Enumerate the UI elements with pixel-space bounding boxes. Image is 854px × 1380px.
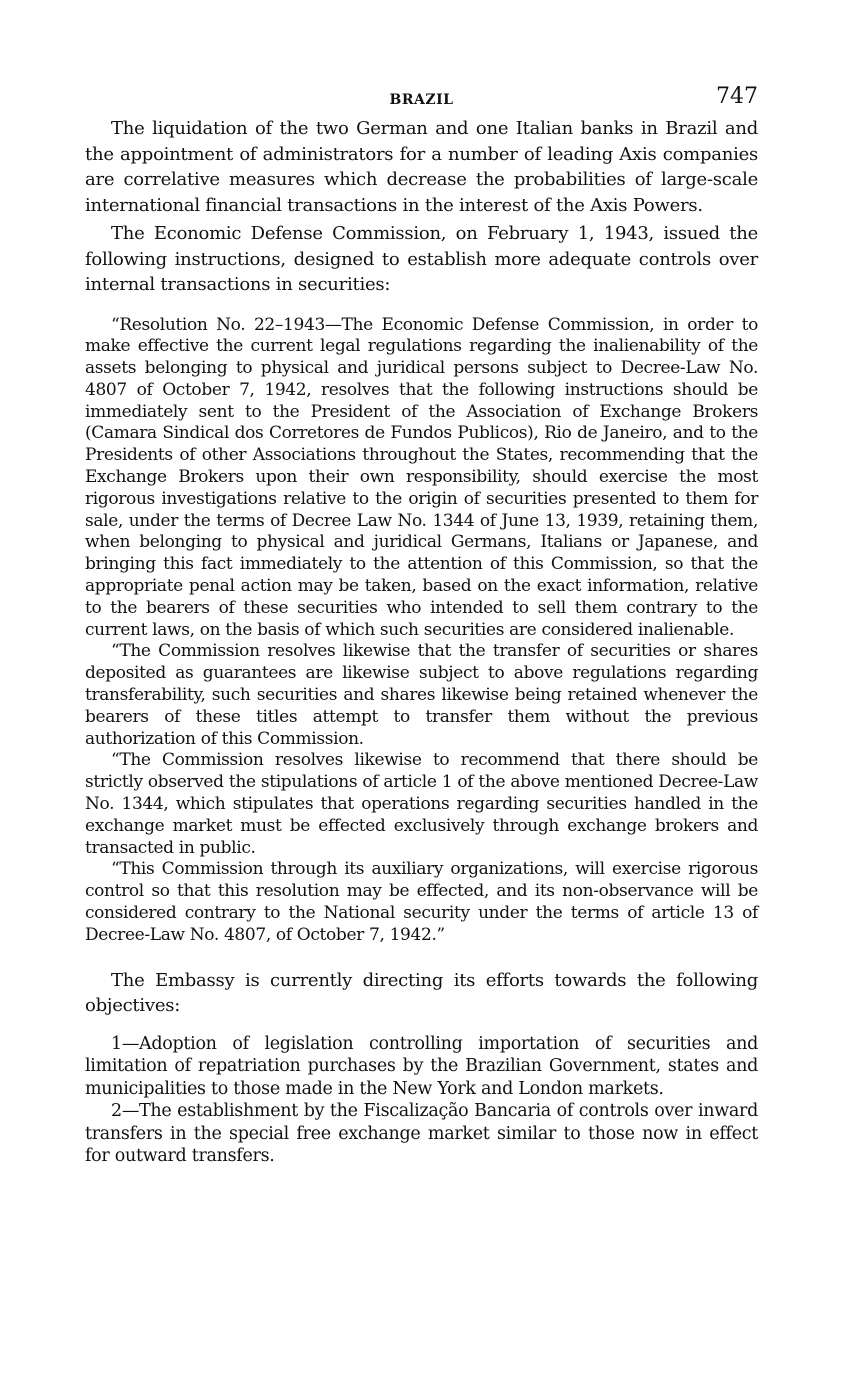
page-number: 747 (716, 84, 758, 109)
resolution-paragraph: “Resolution No. 22–1943—The Economic Defense Commission, in order to make effective the current legal regulations regarding the inalienability of the assets belonging to physical and juridical persons subject to Decree-Law No. 4807 of October 7, 1942, resolves that the following instructions should be immediately sent to the President of the Association of Exchange Brokers (Camara Sindical dos Corretores de Fundos Publicos), Rio de Janeiro, and to the Presidents of other Associations throughout the States, recommending that the Exchange Brokers upon their own responsibility, should exercise the most rigorous investigations relative to the origin of securities presented to them for sale, under the terms of Decree Law No. 1344 of June 13, 1939, retaining them, when belonging to physical and juridical Germans, Italians or Japanese, and bringing this fact immediately to the attention of this Commission, so that the appropriate penal action may be taken, based on the exact information, relative to the bearers of these securities who intended to sell them contrary to the current laws, on the basis of which such securities are considered inalienable. (85, 314, 758, 640)
paragraph-liquidation: The liquidation of the two German and one Italian banks in Brazil and the appointment of administrators for a number of leading Axis companies are correlative measures which decrease the probabilities of large-scale international financial transactions in the interest of the Axis Powers. (85, 118, 758, 216)
objective-item: 2—The establishment by the Fiscalização Bancaria of controls over inward transfers in the special free exchange market similar to those now in effect for outward transfers. (85, 1101, 758, 1167)
resolution-quote (85, 315, 758, 947)
resolution-paragraph: “This Commission through its auxiliary organizations, will exercise rigorous control so that this resolution may be effected, and its non-observance will be considered contrary to the National security under the terms of article 13 of Decree-Law No. 4807, of October 7, 1942.” (85, 859, 758, 945)
resolution-paragraph: “The Commission resolves likewise that the transfer of securities or shares deposited as guarantees are likewise subject to above regulations regarding transferability, such securities and shares likewise being retained whenever the bearers of these titles attempt to transfer them without the previous authorization of this Commission. (85, 641, 758, 749)
running-head: BRAZIL (389, 92, 454, 108)
resolution-paragraph: “The Commission resolves likewise to recommend that there should be strictly observed the stipulations of article 1 of the above mentioned Decree-Law No. 1344, which stipulates that operations regarding securities handled in the exchange market must be effected exclusively through exchange brokers and transacted in public. (85, 750, 758, 858)
page-header (85, 80, 758, 116)
objective-item: 1—Adoption of legislation controlling importation of securities and limitation of repatriation purchases by the Brazilian Government, states and municipalities to those made in the New York and London markets. (85, 1033, 758, 1099)
paragraph-commission-instructions: The Economic Defense Commission, on February 1, 1943, issued the following instructions, designed to establish more adequate controls over internal transactions in securities: (85, 223, 758, 295)
objectives-list (85, 1033, 758, 1168)
document-page (85, 80, 758, 1168)
paragraph-embassy-objectives: The Embassy is currently directing its efforts towards the following objectives: (85, 969, 758, 1017)
